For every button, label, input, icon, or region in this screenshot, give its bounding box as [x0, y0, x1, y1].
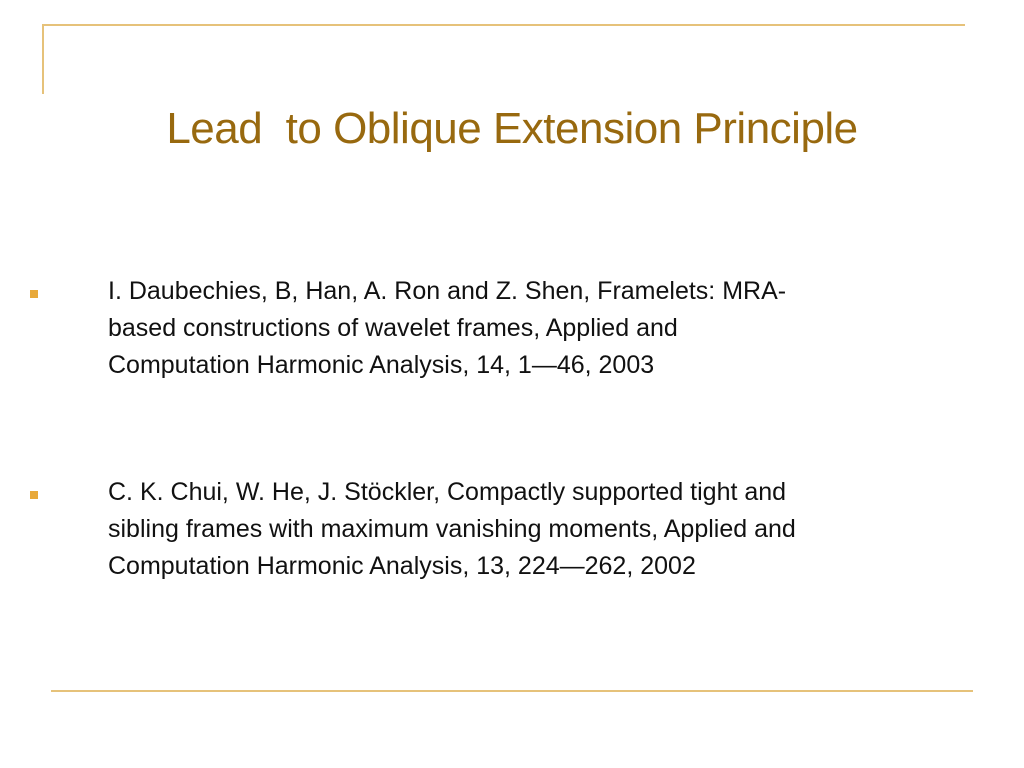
- frame-left-line: [42, 24, 44, 94]
- slide-title: Lead to Oblique Extension Principle: [166, 104, 858, 153]
- reference-1-line-2: based constructions of wavelet frames, Applied and: [108, 314, 678, 342]
- reference-1-line-1: I. Daubechies, B, Han, A. Ron and Z. Shen, Framelets: MRA-: [108, 277, 787, 305]
- reference-2: [108, 474, 988, 585]
- reference-2-line-3: Computation Harmonic Analysis, 13, 224—262, 2002: [108, 552, 696, 580]
- frame-bottom-line: [51, 690, 973, 692]
- reference-1-line-3: Computation Harmonic Analysis, 14, 1—46, 2003: [108, 351, 655, 379]
- reference-2-line-2: sibling frames with maximum vanishing moments, Applied and: [108, 515, 796, 543]
- bullet-square-icon: [30, 290, 38, 298]
- frame-top-line: [42, 24, 965, 26]
- reference-1: [108, 273, 988, 384]
- bullet-square-icon: [30, 491, 38, 499]
- reference-2-line-1: C. K. Chui, W. He, J. Stöckler, Compactly supported tight and: [108, 478, 787, 506]
